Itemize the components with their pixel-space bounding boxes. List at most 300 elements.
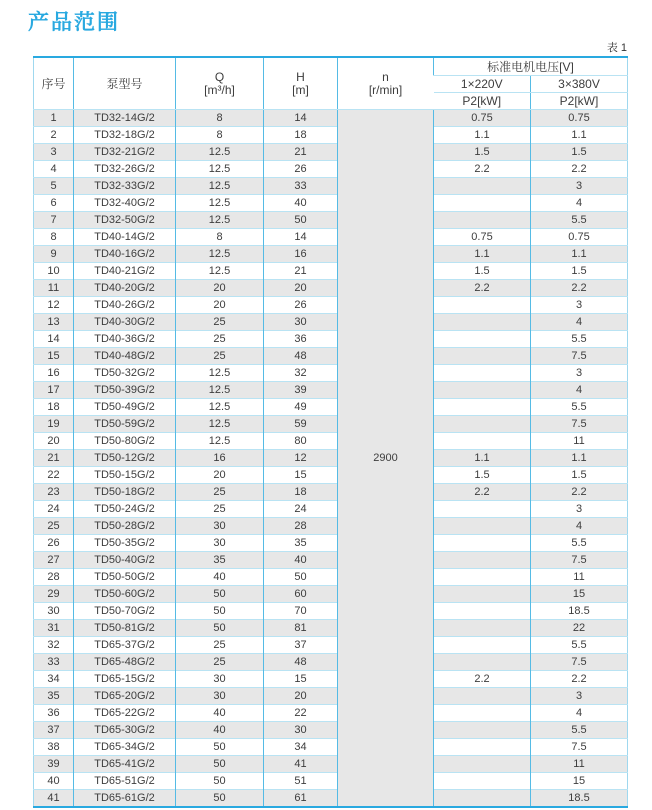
pump-model-cell: TD40-48G/2 (74, 348, 176, 365)
head-cell: 36 (264, 331, 338, 348)
flow-cell: 12.5 (176, 416, 264, 433)
power-380v-cell: 7.5 (531, 348, 628, 365)
header-head-unit: [m] (292, 82, 309, 97)
head-cell: 37 (264, 637, 338, 654)
pump-model-cell: TD40-30G/2 (74, 314, 176, 331)
power-220v-cell (434, 773, 531, 790)
head-cell: 32 (264, 365, 338, 382)
power-380v-cell: 4 (531, 382, 628, 399)
head-cell: 51 (264, 773, 338, 790)
flow-cell: 12.5 (176, 195, 264, 212)
flow-cell: 12.5 (176, 246, 264, 263)
table-body (34, 110, 628, 807)
head-cell: 21 (264, 144, 338, 161)
power-220v-cell (434, 518, 531, 535)
flow-cell: 16 (176, 450, 264, 467)
pump-model-cell: TD50-59G/2 (74, 416, 176, 433)
flow-cell: 50 (176, 739, 264, 756)
pump-model-cell: TD50-28G/2 (74, 518, 176, 535)
table-row (34, 212, 628, 229)
header-head (264, 57, 338, 110)
power-380v-cell: 0.75 (531, 110, 628, 127)
power-380v-cell: 15 (531, 586, 628, 603)
table-row (34, 331, 628, 348)
row-number-cell: 11 (34, 280, 74, 297)
power-220v-cell (434, 195, 531, 212)
power-220v-cell (434, 705, 531, 722)
power-220v-cell: 1.5 (434, 144, 531, 161)
row-number-cell: 4 (34, 161, 74, 178)
pump-model-cell: TD50-35G/2 (74, 535, 176, 552)
table-row (34, 229, 628, 246)
power-380v-cell: 7.5 (531, 552, 628, 569)
power-380v-cell: 3 (531, 297, 628, 314)
head-cell: 48 (264, 654, 338, 671)
row-number-cell: 28 (34, 569, 74, 586)
table-row (34, 127, 628, 144)
power-380v-cell: 5.5 (531, 212, 628, 229)
table-row (34, 246, 628, 263)
power-220v-cell: 1.1 (434, 246, 531, 263)
power-380v-cell: 1.1 (531, 450, 628, 467)
flow-cell: 30 (176, 671, 264, 688)
flow-cell: 40 (176, 722, 264, 739)
power-380v-cell: 11 (531, 756, 628, 773)
power-220v-cell (434, 535, 531, 552)
pump-model-cell: TD32-40G/2 (74, 195, 176, 212)
power-220v-cell (434, 433, 531, 450)
table-row (34, 365, 628, 382)
head-cell: 21 (264, 263, 338, 280)
pump-model-cell: TD65-48G/2 (74, 654, 176, 671)
power-220v-cell (434, 416, 531, 433)
row-number-cell: 36 (34, 705, 74, 722)
row-number-cell: 35 (34, 688, 74, 705)
header-p2-220: P2[kW] (434, 93, 531, 110)
row-number-cell: 17 (34, 382, 74, 399)
flow-cell: 25 (176, 501, 264, 518)
head-cell: 15 (264, 671, 338, 688)
head-cell: 24 (264, 501, 338, 518)
flow-cell: 20 (176, 280, 264, 297)
row-number-cell: 1 (34, 110, 74, 127)
flow-cell: 25 (176, 348, 264, 365)
head-cell: 30 (264, 314, 338, 331)
head-cell: 50 (264, 569, 338, 586)
table-row (34, 603, 628, 620)
flow-cell: 25 (176, 484, 264, 501)
table-row (34, 535, 628, 552)
row-number-cell: 18 (34, 399, 74, 416)
pump-model-cell: TD40-26G/2 (74, 297, 176, 314)
table-row (34, 110, 628, 127)
head-cell: 28 (264, 518, 338, 535)
power-380v-cell: 11 (531, 569, 628, 586)
pump-model-cell: TD32-26G/2 (74, 161, 176, 178)
pump-model-cell: TD50-39G/2 (74, 382, 176, 399)
table-row (34, 586, 628, 603)
power-220v-cell (434, 348, 531, 365)
pump-model-cell: TD65-34G/2 (74, 739, 176, 756)
head-cell: 39 (264, 382, 338, 399)
power-380v-cell: 18.5 (531, 790, 628, 807)
table-row (34, 297, 628, 314)
power-380v-cell: 3 (531, 178, 628, 195)
pump-model-cell: TD65-51G/2 (74, 773, 176, 790)
power-380v-cell: 1.1 (531, 127, 628, 144)
table-row (34, 654, 628, 671)
row-number-cell: 39 (34, 756, 74, 773)
header-pump-model: 泵型号 (74, 57, 176, 110)
power-220v-cell: 2.2 (434, 280, 531, 297)
header-flow-unit: [m³/h] (204, 82, 235, 97)
table-row (34, 569, 628, 586)
table-row (34, 688, 628, 705)
table-row (34, 722, 628, 739)
row-number-cell: 22 (34, 467, 74, 484)
pump-model-cell: TD32-33G/2 (74, 178, 176, 195)
table-row (34, 790, 628, 807)
head-cell: 26 (264, 297, 338, 314)
row-number-cell: 5 (34, 178, 74, 195)
power-380v-cell: 5.5 (531, 399, 628, 416)
power-220v-cell (434, 331, 531, 348)
table-row (34, 637, 628, 654)
flow-cell: 30 (176, 518, 264, 535)
row-number-cell: 33 (34, 654, 74, 671)
flow-cell: 12.5 (176, 433, 264, 450)
row-number-cell: 21 (34, 450, 74, 467)
table-row (34, 161, 628, 178)
head-cell: 20 (264, 280, 338, 297)
power-380v-cell: 4 (531, 314, 628, 331)
row-number-cell: 9 (34, 246, 74, 263)
power-220v-cell (434, 178, 531, 195)
pump-model-cell: TD40-36G/2 (74, 331, 176, 348)
table-row (34, 739, 628, 756)
table-row (34, 450, 628, 467)
power-380v-cell: 1.1 (531, 246, 628, 263)
power-220v-cell (434, 569, 531, 586)
flow-cell: 8 (176, 110, 264, 127)
flow-cell: 25 (176, 637, 264, 654)
flow-cell: 20 (176, 297, 264, 314)
table-row (34, 620, 628, 637)
pump-model-cell: TD50-60G/2 (74, 586, 176, 603)
flow-cell: 50 (176, 756, 264, 773)
table-row (34, 433, 628, 450)
power-220v-cell (434, 586, 531, 603)
head-cell: 14 (264, 229, 338, 246)
power-220v-cell (434, 212, 531, 229)
table-row (34, 263, 628, 280)
table-row (34, 382, 628, 399)
power-220v-cell (434, 382, 531, 399)
power-220v-cell: 2.2 (434, 161, 531, 178)
pump-model-cell: TD65-20G/2 (74, 688, 176, 705)
flow-cell: 50 (176, 603, 264, 620)
power-380v-cell: 7.5 (531, 416, 628, 433)
power-220v-cell: 2.2 (434, 671, 531, 688)
head-cell: 48 (264, 348, 338, 365)
table-row (34, 467, 628, 484)
pump-model-cell: TD50-24G/2 (74, 501, 176, 518)
power-380v-cell: 5.5 (531, 535, 628, 552)
table-row (34, 399, 628, 416)
pump-model-cell: TD40-20G/2 (74, 280, 176, 297)
flow-cell: 50 (176, 586, 264, 603)
flow-cell: 25 (176, 314, 264, 331)
row-number-cell: 26 (34, 535, 74, 552)
table-row (34, 484, 628, 501)
table-row (34, 416, 628, 433)
flow-cell: 8 (176, 127, 264, 144)
flow-cell: 50 (176, 773, 264, 790)
head-cell: 33 (264, 178, 338, 195)
flow-cell: 40 (176, 569, 264, 586)
pump-model-cell: TD50-70G/2 (74, 603, 176, 620)
power-380v-cell: 3 (531, 501, 628, 518)
flow-cell: 35 (176, 552, 264, 569)
pump-model-cell: TD65-15G/2 (74, 671, 176, 688)
pump-model-cell: TD65-41G/2 (74, 756, 176, 773)
power-380v-cell: 5.5 (531, 637, 628, 654)
pump-model-cell: TD65-22G/2 (74, 705, 176, 722)
flow-cell: 50 (176, 620, 264, 637)
power-220v-cell (434, 552, 531, 569)
row-number-cell: 27 (34, 552, 74, 569)
row-number-cell: 16 (34, 365, 74, 382)
table-row (34, 178, 628, 195)
pump-model-cell: TD50-32G/2 (74, 365, 176, 382)
table-number-label: 表 1 (606, 42, 627, 54)
pump-model-cell: TD65-37G/2 (74, 637, 176, 654)
row-number-cell: 31 (34, 620, 74, 637)
row-number-cell: 6 (34, 195, 74, 212)
head-cell: 50 (264, 212, 338, 229)
power-220v-cell (434, 314, 531, 331)
pump-model-cell: TD50-49G/2 (74, 399, 176, 416)
power-220v-cell: 1.1 (434, 127, 531, 144)
head-cell: 70 (264, 603, 338, 620)
pump-model-cell: TD50-81G/2 (74, 620, 176, 637)
flow-cell: 12.5 (176, 399, 264, 416)
table-row (34, 552, 628, 569)
power-380v-cell: 2.2 (531, 484, 628, 501)
row-number-cell: 40 (34, 773, 74, 790)
row-number-cell: 23 (34, 484, 74, 501)
row-number-cell: 2 (34, 127, 74, 144)
power-380v-cell: 3 (531, 688, 628, 705)
pump-model-cell: TD32-21G/2 (74, 144, 176, 161)
row-number-cell: 15 (34, 348, 74, 365)
header-voltage-group: 标准电机电压[V] (434, 57, 628, 76)
head-cell: 40 (264, 195, 338, 212)
speed-value-cell: 2900 (338, 110, 434, 807)
head-cell: 30 (264, 722, 338, 739)
row-number-cell: 7 (34, 212, 74, 229)
row-number-cell: 29 (34, 586, 74, 603)
head-cell: 20 (264, 688, 338, 705)
power-380v-cell: 7.5 (531, 654, 628, 671)
power-220v-cell (434, 688, 531, 705)
pump-model-cell: TD40-21G/2 (74, 263, 176, 280)
header-head-symbol: H (296, 69, 305, 84)
head-cell: 41 (264, 756, 338, 773)
flow-cell: 12.5 (176, 365, 264, 382)
pump-model-cell: TD50-50G/2 (74, 569, 176, 586)
power-220v-cell (434, 790, 531, 807)
table-row (34, 501, 628, 518)
power-220v-cell: 1.5 (434, 263, 531, 280)
head-cell: 15 (264, 467, 338, 484)
power-220v-cell (434, 297, 531, 314)
power-380v-cell: 5.5 (531, 722, 628, 739)
head-cell: 40 (264, 552, 338, 569)
flow-cell: 20 (176, 467, 264, 484)
row-number-cell: 30 (34, 603, 74, 620)
power-380v-cell: 2.2 (531, 671, 628, 688)
pump-model-cell: TD50-40G/2 (74, 552, 176, 569)
power-220v-cell (434, 620, 531, 637)
table-row (34, 195, 628, 212)
power-220v-cell: 2.2 (434, 484, 531, 501)
table-row (34, 314, 628, 331)
row-number-cell: 24 (34, 501, 74, 518)
row-number-cell: 25 (34, 518, 74, 535)
pump-model-cell: TD40-14G/2 (74, 229, 176, 246)
power-220v-cell (434, 603, 531, 620)
row-number-cell: 34 (34, 671, 74, 688)
head-cell: 14 (264, 110, 338, 127)
head-cell: 60 (264, 586, 338, 603)
power-380v-cell: 18.5 (531, 603, 628, 620)
header-speed (338, 57, 434, 110)
power-220v-cell (434, 365, 531, 382)
power-220v-cell (434, 654, 531, 671)
page-title: 产品范围 (28, 11, 120, 34)
table-row (34, 280, 628, 297)
head-cell: 34 (264, 739, 338, 756)
row-number-cell: 3 (34, 144, 74, 161)
flow-cell: 12.5 (176, 144, 264, 161)
pump-model-cell: TD50-12G/2 (74, 450, 176, 467)
row-number-cell: 19 (34, 416, 74, 433)
power-380v-cell: 2.2 (531, 280, 628, 297)
row-number-cell: 13 (34, 314, 74, 331)
head-cell: 18 (264, 127, 338, 144)
table-header (34, 57, 628, 110)
head-cell: 80 (264, 433, 338, 450)
head-cell: 81 (264, 620, 338, 637)
header-voltage-380: 3×380V (531, 76, 628, 93)
row-number-cell: 32 (34, 637, 74, 654)
header-p2-380: P2[kW] (531, 93, 628, 110)
header-speed-unit: [r/min] (368, 82, 403, 97)
flow-cell: 12.5 (176, 382, 264, 399)
power-220v-cell: 1.5 (434, 467, 531, 484)
table-row (34, 518, 628, 535)
power-220v-cell: 0.75 (434, 110, 531, 127)
pump-model-cell: TD40-16G/2 (74, 246, 176, 263)
power-380v-cell: 4 (531, 705, 628, 722)
power-380v-cell: 4 (531, 195, 628, 212)
power-380v-cell: 2.2 (531, 161, 628, 178)
power-380v-cell: 3 (531, 365, 628, 382)
power-220v-cell: 1.1 (434, 450, 531, 467)
power-380v-cell: 1.5 (531, 263, 628, 280)
power-220v-cell: 0.75 (434, 229, 531, 246)
power-380v-cell: 7.5 (531, 739, 628, 756)
header-speed-symbol: n (382, 69, 389, 84)
flow-cell: 8 (176, 229, 264, 246)
table-row (34, 671, 628, 688)
flow-cell: 40 (176, 705, 264, 722)
row-number-cell: 41 (34, 790, 74, 807)
row-number-cell: 14 (34, 331, 74, 348)
table-row (34, 348, 628, 365)
power-380v-cell: 5.5 (531, 331, 628, 348)
pump-model-cell: TD32-14G/2 (74, 110, 176, 127)
head-cell: 59 (264, 416, 338, 433)
head-cell: 49 (264, 399, 338, 416)
power-220v-cell (434, 739, 531, 756)
power-380v-cell: 22 (531, 620, 628, 637)
flow-cell: 12.5 (176, 161, 264, 178)
header-flow (176, 57, 264, 110)
power-380v-cell: 0.75 (531, 229, 628, 246)
pump-model-cell: TD65-61G/2 (74, 790, 176, 807)
row-number-cell: 37 (34, 722, 74, 739)
pump-model-cell: TD65-30G/2 (74, 722, 176, 739)
power-380v-cell: 11 (531, 433, 628, 450)
pump-model-cell: TD50-80G/2 (74, 433, 176, 450)
flow-cell: 50 (176, 790, 264, 807)
flow-cell: 25 (176, 331, 264, 348)
power-380v-cell: 1.5 (531, 144, 628, 161)
header-voltage-220: 1×220V (434, 76, 531, 93)
power-220v-cell (434, 756, 531, 773)
power-220v-cell (434, 637, 531, 654)
pump-model-cell: TD32-50G/2 (74, 212, 176, 229)
row-number-cell: 8 (34, 229, 74, 246)
flow-cell: 12.5 (176, 212, 264, 229)
pump-model-cell: TD32-18G/2 (74, 127, 176, 144)
header-no: 序号 (34, 57, 74, 110)
table-row (34, 144, 628, 161)
flow-cell: 12.5 (176, 263, 264, 280)
row-number-cell: 10 (34, 263, 74, 280)
head-cell: 18 (264, 484, 338, 501)
head-cell: 12 (264, 450, 338, 467)
pump-model-cell: TD50-18G/2 (74, 484, 176, 501)
flow-cell: 30 (176, 535, 264, 552)
table-row (34, 773, 628, 790)
row-number-cell: 12 (34, 297, 74, 314)
row-number-cell: 38 (34, 739, 74, 756)
head-cell: 26 (264, 161, 338, 178)
head-cell: 16 (264, 246, 338, 263)
header-flow-symbol: Q (214, 69, 225, 84)
power-380v-cell: 4 (531, 518, 628, 535)
product-range-table (33, 56, 628, 808)
table-row (34, 705, 628, 722)
power-220v-cell (434, 399, 531, 416)
pump-model-cell: TD50-15G/2 (74, 467, 176, 484)
head-cell: 22 (264, 705, 338, 722)
power-220v-cell (434, 501, 531, 518)
row-number-cell: 20 (34, 433, 74, 450)
